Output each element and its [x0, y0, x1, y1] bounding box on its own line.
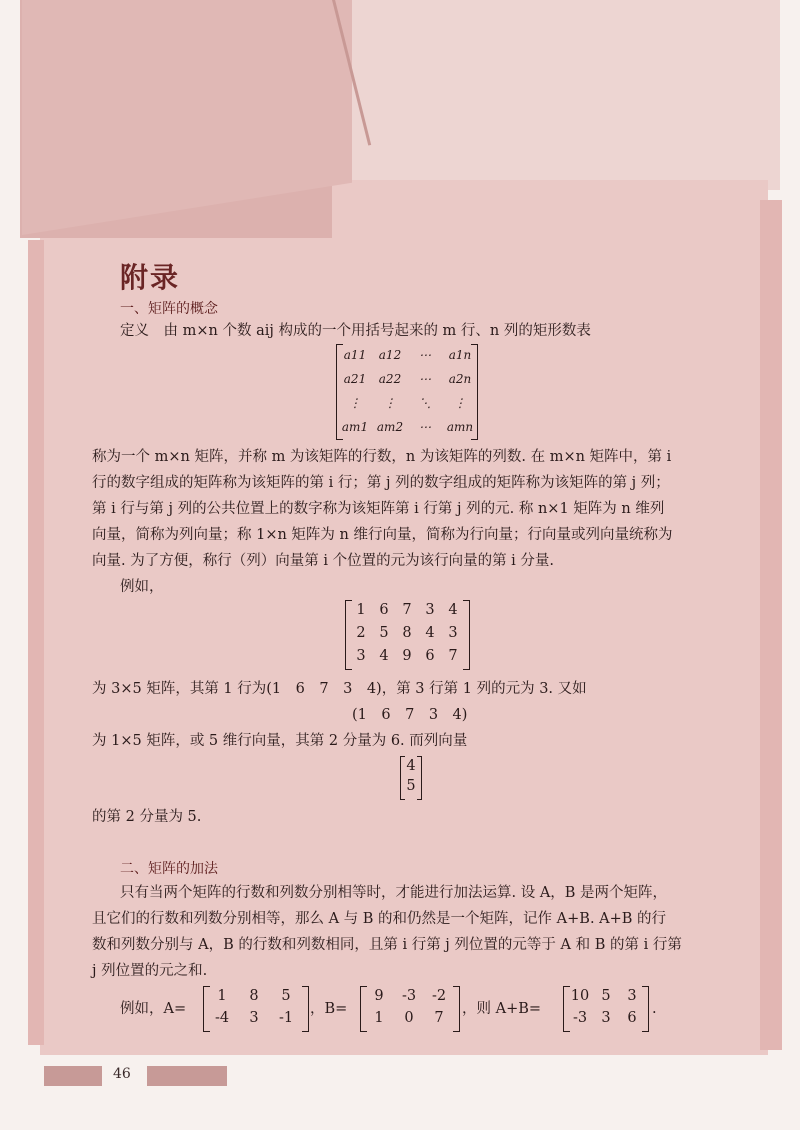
example-matrix-cell: 7: [402, 602, 412, 618]
example-matrix-cell: 4: [448, 602, 458, 618]
section1-paragraph-line: 向量，简称为列向量；称 1×n 矩阵为 n 维行向量，简称为行向量；行向量或列向量统称为: [92, 527, 673, 543]
example-prefix: 例如，A=: [120, 1001, 187, 1017]
generic-matrix-cell: am1: [341, 420, 369, 434]
matrix-b-cell: -2: [431, 988, 447, 1004]
footer-bar: [44, 1066, 102, 1086]
section1-paragraph-line: 向量. 为了方便，称行（列）向量第 i 个位置的元为该行向量的第 i 分量.: [92, 553, 555, 569]
panel-edge: [760, 200, 782, 1050]
matrix-a-cell: -4: [214, 1010, 230, 1026]
matrix-b-cell: 7: [434, 1010, 444, 1026]
matrix-b-cell: 9: [374, 988, 384, 1004]
definition-line: 定义 由 m×n 个数 aij 构成的一个用括号起来的 m 行、n 列的矩形数表: [120, 323, 591, 339]
example-matrix-cell: 5: [379, 625, 389, 641]
label-b: ，B=: [310, 1001, 348, 1017]
generic-matrix: [336, 344, 478, 440]
example-matrix-cell: 6: [379, 602, 389, 618]
section1-paragraph-line: 第 i 行与第 j 列的公共位置上的数字称为该矩阵第 i 行第 j 列的元. 称 n×1 矩阵为 n 维列: [92, 501, 665, 517]
example-matrix-cell: 7: [448, 648, 458, 664]
label-sum: ，则 A+B=: [462, 1001, 542, 1017]
section1-heading: 一、矩阵的概念: [120, 301, 218, 317]
matrix-a-cell: 1: [217, 988, 227, 1004]
section1-paragraph-line: 称为一个 m×n 矩阵，并称 m 为该矩阵的行数，n 为该矩阵的列数. 在 m×n 矩阵中，第 i: [92, 449, 672, 465]
example-matrix-cell: 4: [379, 648, 389, 664]
matrix-sum: [563, 986, 649, 1032]
section2-paragraph-line: 数和列数分别与 A，B 的行数和列数相同，且第 i 行第 j 列位置的元等于 A 和 B 的第 i 行第: [92, 937, 682, 953]
matrix-a: [203, 986, 309, 1032]
generic-matrix-cell: a2n: [448, 372, 472, 386]
example-matrix-cell: 8: [402, 625, 412, 641]
section2-heading: 二、矩阵的加法: [120, 861, 218, 877]
section2-paragraph-line: 只有当两个矩阵的行数和列数分别相等时，才能进行加法运算. 设 A，B 是两个矩阵，: [120, 885, 668, 901]
generic-matrix-cell: ⋯: [419, 348, 431, 362]
example-matrix: [345, 600, 470, 670]
after-row-text: 为 1×5 矩阵，或 5 维行向量，其第 2 分量为 6. 而列向量: [92, 733, 468, 749]
matrix-a-cell: 8: [249, 988, 259, 1004]
example-matrix-cell: 3: [448, 625, 458, 641]
matrix-b-cell: 1: [374, 1010, 384, 1026]
generic-matrix-cell: ⋯: [419, 372, 431, 386]
generic-matrix-cell: ⋮: [384, 396, 396, 410]
matrix-sum-cell: 3: [601, 1010, 611, 1026]
matrix-b: [360, 986, 460, 1032]
matrix-sum-cell: 6: [627, 1010, 637, 1026]
panel-edge: [28, 240, 44, 1045]
example-matrix-cell: 2: [356, 625, 366, 641]
example-matrix-cell: 4: [425, 625, 435, 641]
page-number: 46: [113, 1066, 131, 1082]
section2-paragraph-line: j 列位置的元之和.: [92, 963, 208, 979]
generic-matrix-cell: am2: [376, 420, 404, 434]
generic-matrix-cell: ⋱: [419, 396, 431, 410]
section2-paragraph-line: 且它们的行数和列数分别相等，那么 A 与 B 的和仍然是一个矩阵，记作 A+B. A+B 的行: [92, 911, 667, 927]
matrix-a-cell: -1: [278, 1010, 294, 1026]
matrix-sum-cell: 3: [627, 988, 637, 1004]
generic-matrix-cell: a11: [343, 348, 367, 362]
generic-matrix-cell: ⋯: [419, 420, 431, 434]
generic-matrix-cell: a12: [378, 348, 402, 362]
generic-matrix-cell: a1n: [448, 348, 472, 362]
page-title: 附录: [120, 261, 181, 294]
generic-matrix-cell: a22: [378, 372, 402, 386]
decorative-sheet: [335, 0, 780, 190]
example-intro: 例如，: [120, 579, 164, 595]
matrix-sum-cell: -3: [572, 1010, 588, 1026]
example-matrix-cell: 3: [425, 602, 435, 618]
generic-matrix-cell: a21: [343, 372, 367, 386]
column-vector: [400, 756, 422, 800]
matrix-sum-cell: 5: [601, 988, 611, 1004]
column-vector-entry: 4: [406, 758, 416, 774]
section1-paragraph-line: 行的数字组成的矩阵称为该矩阵的第 i 行；第 j 列的数字组成的矩阵称为该矩阵的第 j 列；: [92, 475, 670, 491]
example-matrix-cell: 9: [402, 648, 412, 664]
matrix-b-cell: 0: [404, 1010, 414, 1026]
matrix-sum-cell: 10: [570, 988, 590, 1004]
example-matrix-cell: 3: [356, 648, 366, 664]
end-mark: .: [652, 1001, 657, 1017]
after-example-text: 为 3×5 矩阵，其第 1 行为(1 6 7 3 4)，第 3 行第 1 列的元为 3. 又如: [92, 681, 587, 697]
generic-matrix-cell: ⋮: [454, 396, 466, 410]
matrix-a-cell: 5: [281, 988, 291, 1004]
matrix-a-cell: 3: [249, 1010, 259, 1026]
generic-matrix-cell: ⋮: [349, 396, 361, 410]
row-vector: (1 6 7 3 4): [352, 707, 468, 723]
example-matrix-cell: 1: [356, 602, 366, 618]
generic-matrix-cell: amn: [446, 420, 474, 434]
after-column-text: 的第 2 分量为 5.: [92, 809, 202, 825]
example-matrix-cell: 6: [425, 648, 435, 664]
matrix-b-cell: -3: [401, 988, 417, 1004]
footer-bar: [147, 1066, 227, 1086]
column-vector-entry: 5: [406, 778, 416, 794]
